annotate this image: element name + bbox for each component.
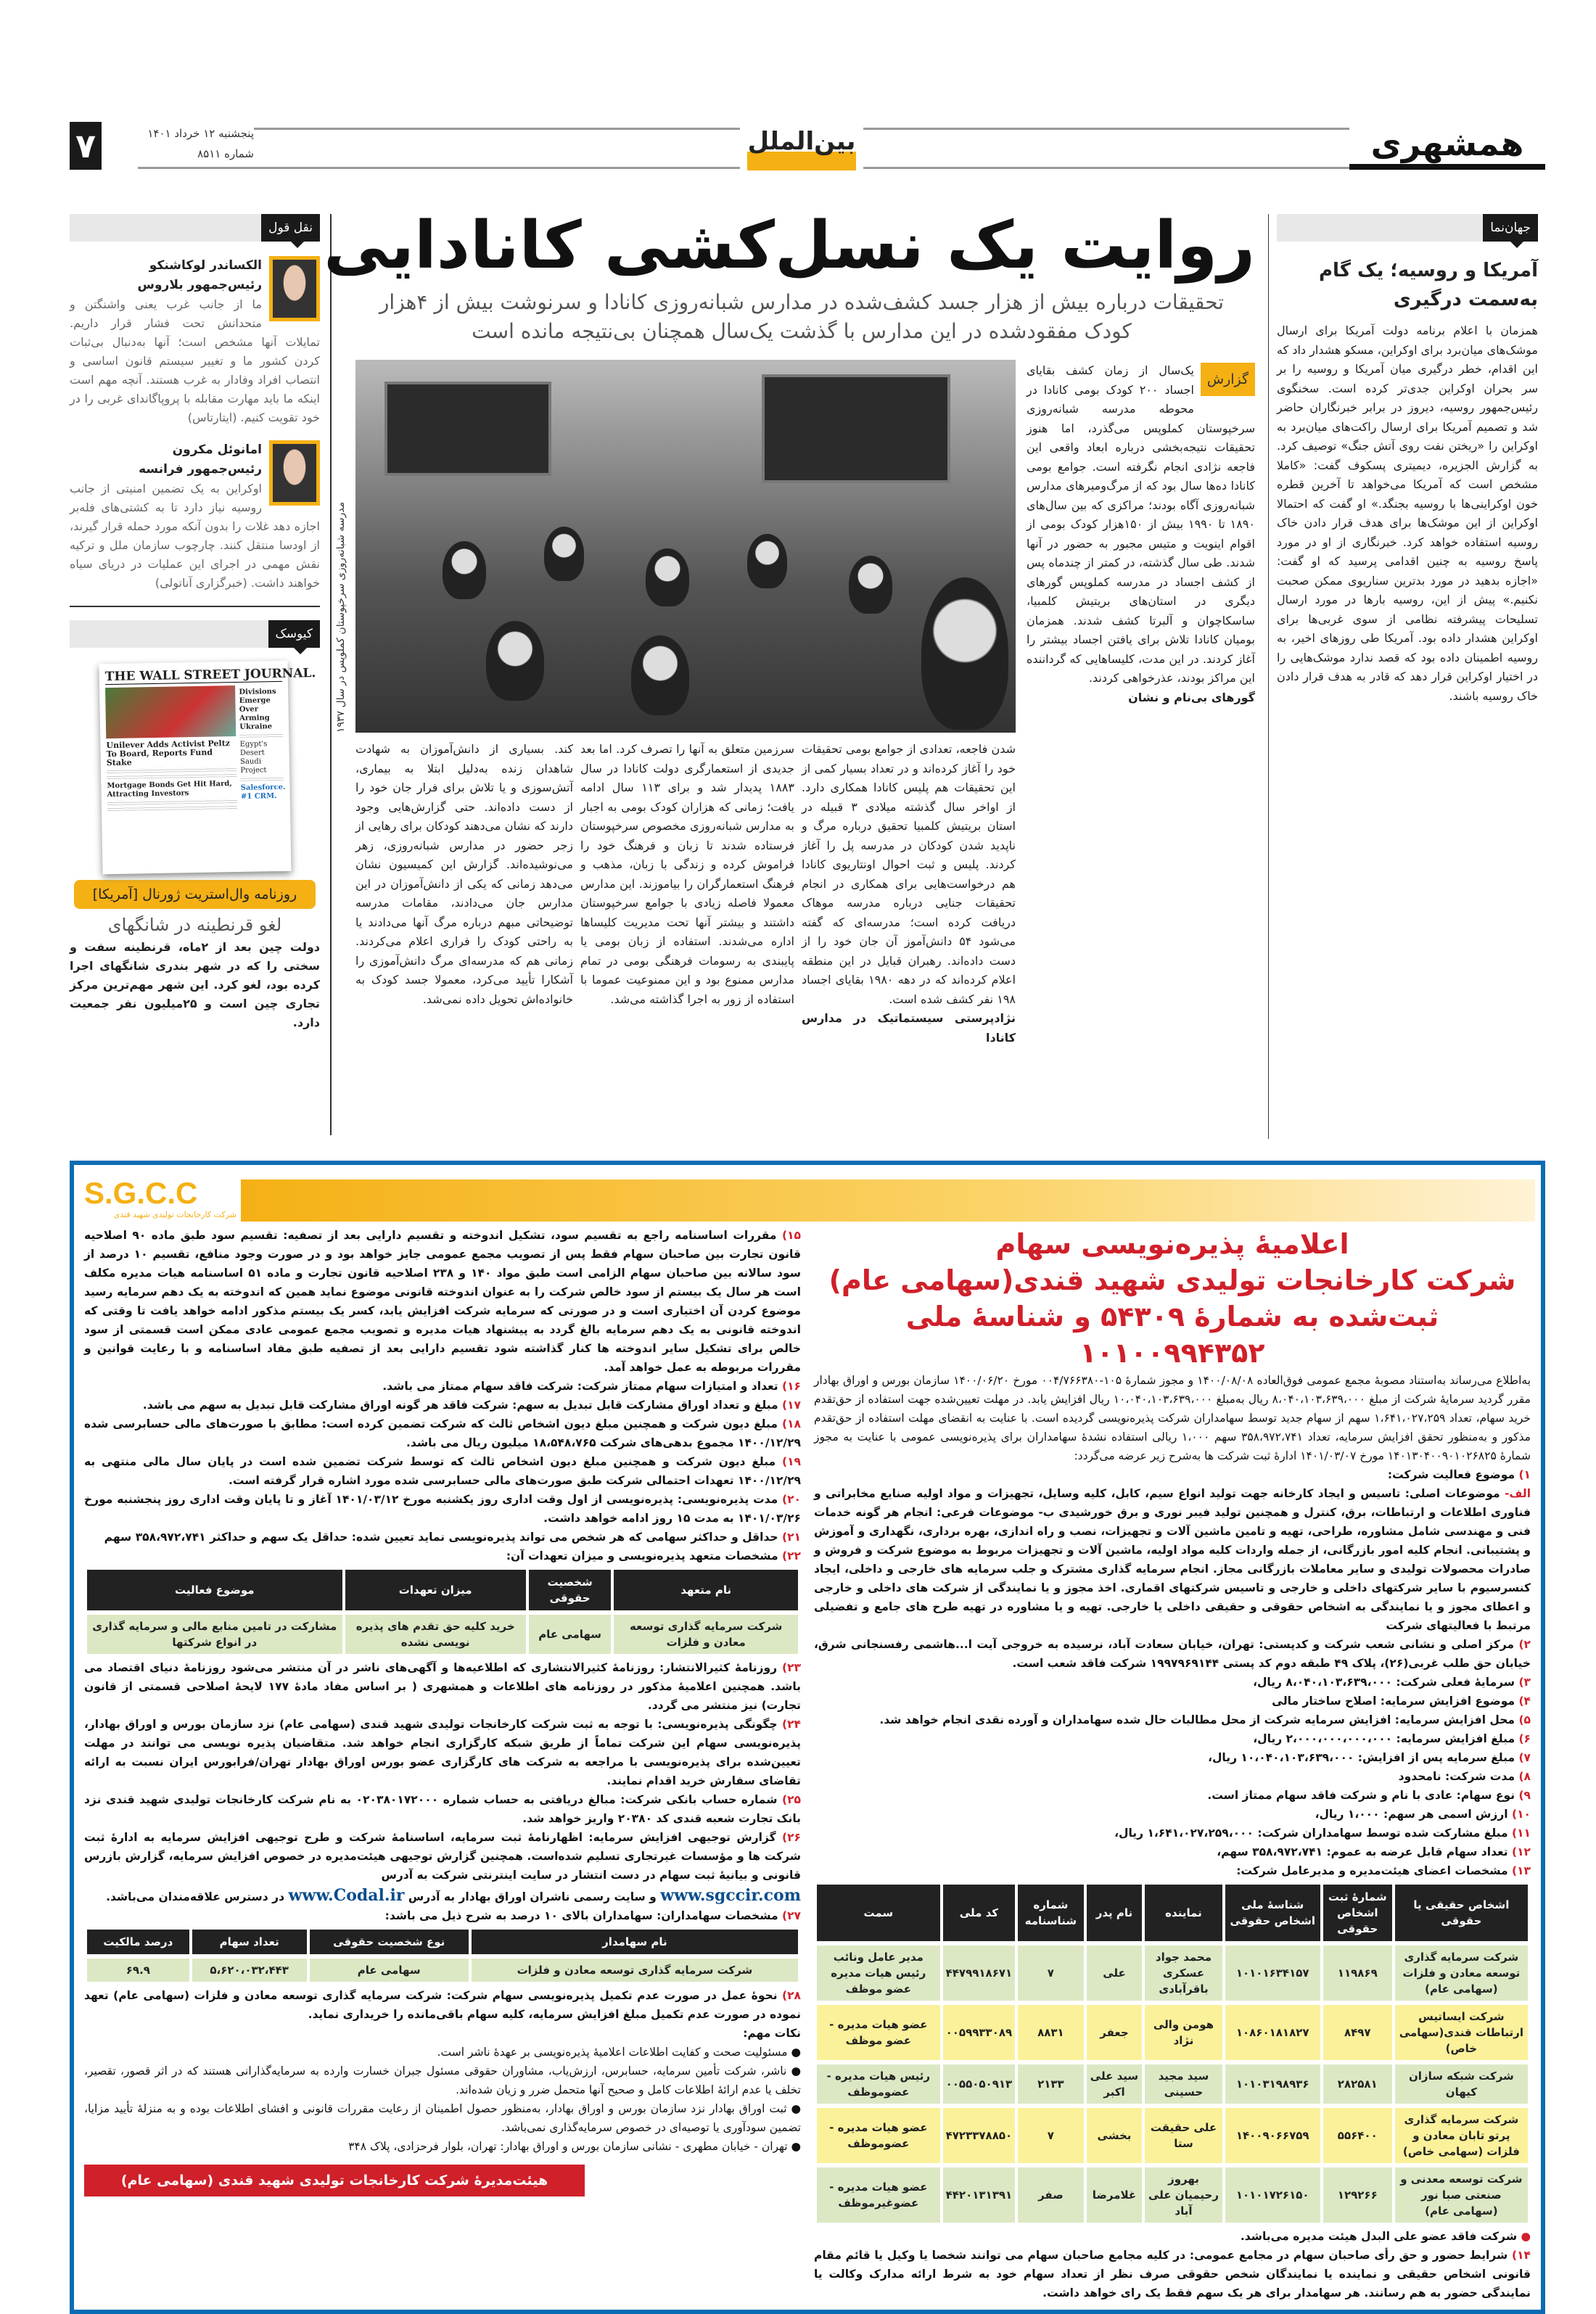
table-cell: عضو هیات مدیره - عضو موظف	[817, 2005, 940, 2060]
quote-item: امانوئل مکرون رئیس‌جمهور فرانسه اوکراین به یک تضمین امنیتی از جانب روسیه نیاز دارد تا به کشتی‌های فله‌بر اجازه دهد غلات را بدون آنکه مورد حمله قرار گیرند، از اودسا منتقل کنند. چارچوب سازمان ملل و ترکیه نقش مهمی در اجرای این عملیات در دریای سیاه خواهند داشت. (خبرگزاری آناتولی)	[70, 440, 320, 593]
ad-registration: ثبت‌شده به شمارهٔ ۵۴۳۰۹ و شناسهٔ ملی ۱۰۱۰۰۹۹۴۳۵۲	[905, 1301, 1439, 1369]
article-column-4: کند. بسیاری از دانش‌آموزان به شهادت شاهدان زنده به‌دلیل ابتلا به بیماری، آتش‌سوزی و یا تلاش برای فرار جان خود را از دست داده‌اند. حتی گزارش‌هایی وجود دارند که نشان می‌دهند کودکان برای رهایی از زجر حضور در مدارس شبانه‌روزی، زهر می‌نوشیده‌اند. گزارش این کمیسیون نشان می‌دهد زمانی که یکی از دانش‌آموزان در این مدارس جان می‌دادند، مقامات مدرسه توضیحاتی مبهم درباره مرگ آنها می‌دادند یا به راحتی کودک را فراری اعلام می‌کردند. زمانی هم که مدرسه‌ای مرگ دانش‌آموزی را آشکارا تأیید می‌کرد، معمولا جسد کودک به خانواده‌اش تحویل داده نمی‌شد.	[355, 742, 573, 1006]
table-row	[817, 2167, 1528, 2223]
table-row	[817, 2005, 1528, 2060]
ad-item: ۱۷) مبلغ و تعداد اوراق مشارکت قابل تبدیل به سهم: شرکت فاقد هر گونه اوراق مشارکت قابل تبدیل به سهم می باشد.	[142, 1399, 801, 1412]
codal-url-link[interactable]: www.Codal.ir	[288, 1886, 405, 1905]
table-cell: ۱۰۱۰۱۶۳۴۱۵۷	[1225, 1946, 1320, 2001]
notes-title: نکات مهم:	[743, 2027, 801, 2040]
table-cell: بخشی	[1087, 2108, 1143, 2163]
ad-item: ۵) محل افزایش سرمایه: افزایش سرمایه شرکت از محل مطالبات حال شده سهامداران و آورده نقدی انجام خواهد شد.	[879, 1713, 1531, 1726]
table-cell: غلامرضا	[1087, 2167, 1143, 2223]
section-label: بین‌الملل	[740, 120, 863, 170]
ad-item: ۲۱) حداقل و حداکثر سهامی که هر شخص می تواند پذیره‌نویسی نماید تعیین شده: حداقل یک سهم و حداکثر ۳۵۸،۹۷۲،۷۴۱ سهم	[104, 1531, 801, 1544]
ad-item: ۲۰) مدت پذیره‌نویسی: پذیره‌نویسی از اول وقت اداری روز یکشنبه مورخ ۱۴۰۱/۰۳/۱۲ آغاز و تا پایان وقت اداری روز پنجشنبه مورخ ۱۴۰۱/۰۳/۲۶ به مدت ۱۵ روز ادامه خواهد داشت.	[84, 1493, 801, 1525]
table-header-cell: شمارهٔ ثبت اشخاص حقوقی	[1323, 1885, 1392, 1941]
table-cell: ۵،۶۲۰،۰۳۲،۴۴۳	[192, 1959, 307, 1982]
table-cell: شرکت سرمایه گذاری توسعه معادن و فلزات	[614, 1615, 798, 1654]
table-header-cell: نام سهامدار	[472, 1930, 798, 1954]
table-cell: شرکت سرمایه گذاری توسعه معادن و فلزات	[472, 1959, 798, 1982]
table-header-cell: نام پدر	[1087, 1885, 1143, 1941]
ad-item: ۲۵) شماره حساب بانکی شرکت: مبالغ دریافتی به حساب شماره ۰۲۰۳۸۰۱۷۲۰۰۰ به نام شرکت کارخانجات تولیدی شهید قندی نزد بانک تجارت شعبه قندی کد ۲۰۳۸۰ واریز خواهد شد.	[84, 1793, 801, 1825]
issue-info	[109, 123, 254, 164]
table-cell: مدیر عامل ونائب رئیس هیات مدیره عضو موظف	[817, 1946, 940, 2001]
ad-items-left	[84, 1226, 801, 1565]
ad-item: ۸) مدت شرکت: نامحدود	[1398, 1770, 1531, 1783]
table-cell: ۴۷۲۳۳۷۸۸۵۰	[943, 2108, 1016, 2163]
ad-item: ۲۳) روزنامهٔ کثیرالانتشار: روزنامهٔ کثیرالانتشاری که اطلاعیه‌ها و آگهی‌های ناشر در آن منتشر می‌شود روزنامهٔ دنیای اقتصاد می باشد. همچنین اعلامیهٔ مذکور در روزنامه های اطلاعات و همشهری ( بر اساس مفاد مادهٔ ۱۷۷ لایحهٔ اصلاحی قسمتی از قانون تجارت) نیز منتشر می گردد.	[84, 1661, 801, 1712]
ad-signature-bar: هیئت‌مدیرهٔ شرکت کارخانجات تولیدی شهید قندی (سهامی عام)	[84, 2165, 585, 2196]
table-cell: ۱۰۱۰۱۷۲۶۱۵۰	[1225, 2167, 1320, 2223]
table-cell: ۸۴۹۷	[1323, 2005, 1392, 2060]
table-cell: شرکت سرمایه گذاری توسعه معادن و فلزات (سهامی عام)	[1395, 1946, 1528, 2001]
divider	[70, 606, 320, 607]
ad-item: ۱۰) ارزش اسمی هر سهم: ۱،۰۰۰ ریال،	[1315, 1808, 1531, 1821]
table-header-cell: تعداد سهام	[192, 1930, 307, 1954]
table-cell: ۷	[1018, 2108, 1083, 2163]
table-cell: ۴۴۲۰۱۳۱۳۹۱	[943, 2167, 1016, 2223]
underwriter-table	[84, 1565, 801, 1658]
table-cell: شرکت ایساتیس ارتباطات قندی(سهامی خاص)	[1395, 2005, 1528, 2060]
table-cell: جعفر	[1087, 2005, 1143, 2060]
portrait-lukashenko	[269, 256, 320, 321]
ad-item: ۱۸) مبلغ دیون شرکت و همچنین مبلغ دیون اشخاص ثالث که شرکت تضمین کرده است: مطابق با صورت‌های مالی حسابرسی شده ۱۴۰۰/۱۲/۲۹ مجموع بدهی‌های شرکت ۱۸،۵۴۸،۷۶۵ میلیون ریال می باشد.	[84, 1417, 801, 1449]
table-cell: شرکت توسعه معدنی و صنعتی صبا نور (سهامی عام)	[1395, 2167, 1528, 2223]
ad-items-right	[814, 1465, 1531, 1880]
ad-company: شرکت کارخانجات تولیدی شهید قندی(سهامی عام)	[828, 1264, 1516, 1296]
table-header-cell: نام متعهد	[614, 1570, 798, 1610]
photo-caption: مدرسه شبانه‌روزی سرخپوستان کملوپس در سال ۱۹۳۷	[335, 501, 347, 733]
table-cell: علی	[1087, 1946, 1143, 2001]
table-header-cell: اشخاص حقیقی یا حقوقی	[1395, 1885, 1528, 1941]
ad-item: ۶) مبلغ افزایش سرمایه: ۲،۰۰۰،۰۰۰،۰۰۰،۰۰۰ ریال،	[1253, 1732, 1531, 1745]
board-table	[814, 1880, 1531, 2227]
ad-item-28: ۲۸) نحوهٔ عمل در صورت عدم تکمیل پذیره‌نویسی سهام شرکت: شرکت سرمایه گذاری توسعه معادن و فلزات (سهامی عام) تعهد نموده در صورت عدم تکمیل مبلغ افزایش سرمایه، کلیه سهام باقی‌مانده را خریداری نماید.	[84, 1989, 801, 2021]
table-cell: محمد جواد عسکری باقرآبادی	[1145, 1946, 1222, 2001]
main-headline: روایت یک نسل‌کشی کانادایی	[324, 207, 1255, 284]
table-row	[817, 1946, 1528, 2001]
wsj-photo	[105, 685, 236, 738]
table-cell: هومن والی نژاد	[1145, 2005, 1222, 2060]
kiosk-header: کیوسک	[70, 620, 320, 648]
ad-item: ۱۱) مبلغ مشارکت شده توسط سهامداران شرکت: ۱،۶۴۱،۰۲۷،۲۵۹،۰۰۰ ریال،	[1114, 1827, 1531, 1840]
sgcc-url-link[interactable]: www.sgccir.com	[660, 1886, 801, 1905]
table-row	[817, 2064, 1528, 2104]
table-header-cell: نماینده	[1145, 1885, 1222, 1941]
ad-items-left-2	[84, 1658, 801, 1885]
ad-item: ۳) سرمایهٔ فعلی شرکت: ۸،۰۴۰،۱۰۳،۶۳۹،۰۰۰ ریال،	[1253, 1676, 1531, 1689]
table-cell: ۱۴۰۰۹۰۶۶۷۵۹	[1225, 2108, 1320, 2163]
issue-date: پنجشنبه ۱۲ خرداد ۱۴۰۱	[147, 127, 254, 140]
ad-item: ۲) مرکز اصلی و نشانی شعب شرکت و کدپستی: تهران، خیابان سعادت آباد، نرسیده به خروجی آیت ا...هاشمی رفسنجانی شرق، خیابان حق طلب غربی(۲۶)، پلاک ۴۹ طبقه دوم کد پستی ۱۹۹۷۹۶۹۱۴۴ شرکت فاقد شعب است.	[814, 1638, 1531, 1670]
table-cell: شرکت سرمایه گذاری پرتو تابان معادن و فلزات (سهامی خاص)	[1395, 2108, 1528, 2163]
table-header-cell: درصد مالکیت	[87, 1930, 189, 1954]
headline-block	[324, 207, 1255, 346]
table-cell: سهامی عام	[529, 1615, 612, 1654]
table-cell: رئیس هیات مدیره - عضوموظف	[817, 2064, 940, 2104]
world-body: همزمان با اعلام برنامه دولت آمریکا برای ارسال موشک‌های میان‌برد برای اوکراین، مسکو هشدار داد که این اقدام، خطر درگیری میان آمریکا و روسیه را بر سر بحران اوکراین جدی‌تر کرده است. سخنگوی رئیس‌جمهور روسیه، دیروز در برابر خبرنگاران حاضر شد و تصمیم آمریکا برای ارسال راکت‌های میان‌برد به اوکراین را «ریختن نفت روی آتش جنگ» توصیف کرد. به گزارش الجزیره، دیمیتری پسکوف گفت: «کاملا مشخص است که آمریکا می‌خواهد تا آخرین قطره خون اوکراینی‌ها با روسیه بجنگد.» او گفت که احتمالا اوکراین از این موشک‌ها برای هدف قرار دادن خاک روسیه استفاده خواهد کرد. خبرنگاری از او در مورد پاسخ روسیه به چنین اقدامی پرسید که او گفت: «اجازه بدهید در مورد بدترین سناریوی ممکن صحبت نکنیم.» پیش از این، روسیه بارها در مورد ارسال تسلیحات پیشرفته نظامی از سوی غربی‌ها برای اوکراین هشدار داده بود. آمریکا طی روزهای اخیر، به روسیه اطمینان داده بود که قصد ندارد موشک‌هایی را در اختیار اوکراین قرار دهد که قادر به هدف قرار دادن خاک روسیه باشند.	[1277, 324, 1538, 703]
main-deck: تحقیقات درباره بیش از هزار جسد کشف‌شده در مدارس شبانه‌روزی کانادا و سرنوشت بیش از ۴هزار کودک مفقودشده در این مدارس با گذشت یک‌سال همچنان بی‌نتیجه مانده است	[379, 290, 1225, 343]
table-cell: ۱۰۸۶۰۱۸۱۸۲۷	[1225, 2005, 1320, 2060]
left-column	[70, 214, 320, 1032]
table-cell: خرید کلیه حق تقدم های پذیره نویسی نشده	[345, 1615, 526, 1654]
table-cell: سید علی اکبر	[1087, 2064, 1143, 2104]
ad-item: ۱۹) مبلغ دیون شرکت و همچنین مبلغ دیون اشخاص ثالث که توسط شرکت تضمین شده است در پایان سال مالی منتهی به ۱۴۰۰/۱۲/۲۹ تعهدات احتمالی شرکت طبق صورت‌های مالی حسابرسی شده مورد اشاره قرار گرفته است.	[84, 1455, 801, 1487]
table-header-cell: شناسهٔ ملی اشخاص حقوقی	[1225, 1885, 1320, 1941]
wsj-front-page-image: THE WALL STREET JOURNAL. Unilever Adds Activist Peltz To Board, Reports Fund Stake Mortgage Bonds Get Hit Hard, Attracting Investors Divisions Emerge Over Arming Ukraine Egypt's Desert Saudi Project Salesforce. #1 CRM.	[99, 661, 291, 874]
ad-header-band	[241, 1179, 1535, 1222]
table-row	[817, 2108, 1528, 2163]
note-item: ● ثبت اوراق بهادار نزد سازمان بورس و اوراق بهادار، به‌منظور حصول اطمینان از رعایت مقررات قانونی و افشای اطلاعات بوده و به منزلهٔ تأیید مزایا، تضمین سودآوری یا توصیه‌ای در خصوص سرمایه‌گذاری نمی‌باشد.	[84, 2102, 801, 2134]
sgcc-logo: S.G.C.C شرکت کارخانجات تولیدی شهید قندی	[84, 1176, 236, 1219]
ad-item: ۷) مبلغ سرمایه پس از افزایش: ۱۰،۰۴۰،۱۰۳،۶۳۹،۰۰۰ ریال،	[1208, 1751, 1531, 1764]
table-cell: ۰۰۵۹۹۳۳۰۸۹	[943, 2005, 1016, 2060]
table-cell: عضو هیات مدیره - عضوموظف	[817, 2108, 940, 2163]
table-header-cell: سمت	[817, 1885, 940, 1941]
table-cell: ۷	[1018, 1946, 1083, 2001]
table-cell: شرکت شبکه سازان کیهان	[1395, 2064, 1528, 2104]
ad-item: ۲۴) چگونگی پذیره‌نویسی: با توجه به ثبت شرکت کارخانجات تولیدی شهید قندی (سهامی عام) نزد سازمان بورس و اوراق بهادار، پذیره‌نویسی سهام این شرکت تماماً از طریق شبکه کارگزاری انجام خواهد شد. متقاضیان پذیره نویسی می توانند در مهلت تعیین‌شده برای پذیره‌نویسی با مراجعه به شرکت های کارگزاری عضو بورس اوراق بهادار تهران/فرابورس ایران نسبت به ارائه تقاضای سفارش خرید اقدام نمایند.	[84, 1718, 802, 1787]
table-header-cell: نوع شخصیت حقوقی	[310, 1930, 469, 1954]
newspaper-logo: همشهری	[1349, 123, 1545, 170]
ad-item: ۱۶) تعداد و امتیازات سهام ممتاز شرکت: شرکت فاقد سهام ممتاز می باشد.	[382, 1380, 801, 1393]
ad-item-14: ۱۴) شرایط حضور و حق رأی صاحبان سهام در مجامع عمومی: در کلیه مجامع صاحبان سهام می توانند شخصا یا وکیل یا قائم مقام قانونی اشخاص حقیقی و نماینده یا نمایندگان شخص حقوقی صرف نظر از تعداد سهام خود به شرط ارائه مدارک وکالت یا نمایندگی حضور به هم رسانند. هر سهامدار برای هر یک سهم فقط یک رای خواهد داشت.	[814, 2249, 1531, 2299]
share-offering-ad	[70, 1161, 1545, 2314]
ad-notes	[84, 2043, 801, 2156]
ad-item: ۱۲) تعداد سهام قابل عرضه به عموم: ۳۵۸،۹۷۲،۷۴۱ سهم،	[1217, 1845, 1531, 1858]
table-cell: علی حقیقت ستا	[1145, 2108, 1222, 2163]
table-cell: ۰۰۵۵۰۵۰۹۱۳	[943, 2064, 1016, 2104]
ad-item: الف- موضوعات اصلی: تاسیس و ایجاد کارخانه جهت تولید انواع سیم، کابل، کلیه وسایل، تجهیزات و مواد اولیه صنایع مخابراتی و فناوری اطلاعات و ارتباطات، برق، کنترل و همچنین تولید فیبر نوری و برق خورشیدی ب- موضوعات فرعی: انجام هر گونه خدمات فنی و مهندسی شامل مشاوره، طراحی، تهیه و تامین ماشین آلات و تجهیزات، نصب و راه اندازی، بهره برداری، نگهداری و آموزش و پشتیبانی. انجام کلیه امور بازرگانی، از جمله واردات کلیه مواد اولیه، ماشین آلات و تجهیزات مربوط به موضوع شرکت و فروش و صادرات محصولات تولیدی و سایر معاملات بازرگانی مجاز. انجام سرمایه گذاری مشترک و جلب سرمایه های خارجی و داخلی، ایجاد کنسرسیوم با سایر شرکتهای داخلی و خارجی و تاسیس شرکتهای اقماری. اخذ مجوز و یا نمایندگی از شرکت های داخلی و خارجی و اعطای مجوز و یا نمایندگی به اشخاص حقوقی و حقیقی داخلی یا خارجی. تهیه و یا مشاوره در تهیه طرح های جامع و تفضیلی مرتبط با فعالیتهای شرکت	[814, 1487, 1531, 1632]
quotes-header: نقل قول	[70, 214, 320, 242]
ad-intro: به‌اطلاع می‌رساند به‌استناد مصوبهٔ مجمع عمومی فوق‌العاده ۱۴۰۰/۰۸/۰۸ و مجوز شمارهٔ ۱۰۵-۰۰۴/۷۶۶۳۸۰ مورخ ۱۴۰۰/۰۶/۲۰ سازمان بورس و اوراق بهادار مقرر گردید سرمایهٔ شرکت از مبلغ ۸،۰۴۰،۱۰۳،۶۳۹،۰۰۰ ریال به‌مبلغ ۱۰،۰۴۰،۱۰۳،۶۳۹،۰۰۰ ریال افزایش یابد. در مهلت تعیین‌شده جهت استفاده از حق‌تقدم خرید سهام، تعداد ۱،۶۴۱،۰۲۷،۲۵۹ سهم از سهام جدید توسط سهامداران شرکت پذیره‌نویسی گردیده است. با عنایت به انقضای مهلت استفاده از حق‌تقدم مذکور و به‌منظور تحقق افزایش سرمایه، تعداد ۳۵۸،۹۷۲،۷۴۱ سهم ۱،۰۰۰ ریالی استفاده نشدهٔ سهامداران برای پذیره‌نویسی عمومی با عنایت به مجوز شمارهٔ ۱۴۰۱۳۰۴۰۰۹۰۱۰۲۶۸۲۵ مورخ ۱۴۰۱/۰۳/۰۷ ادارهٔ ثبت شرکت ها به‌شرح زیر عرضه می‌گردد:	[814, 1374, 1531, 1462]
table-cell: صفر	[1018, 2167, 1083, 2223]
world-title: آمریکا و روسیه؛ یک گام به‌سمت درگیری	[1319, 260, 1538, 310]
table-cell: ۵۵۶۴۰۰	[1323, 2108, 1392, 2163]
page-number: ۷	[70, 122, 102, 170]
article-column-1: یک‌سال از زمان کشف بقایای اجساد ۲۰۰ کودک بومی کانادا در محوطه مدرسه شبانه‌روزی سرخپوستان کملوپس می‌گذرد، اما هنوز تحقیقات نتیجه‌بخشی درباره ابعاد واقعی این فاجعه نژادی انجام نگرفته است. جوامع بومی کانادا ده‌ها سال بود که از مرگ‌ومیرهای مدارس شبانه‌روزی آگاه بودند؛ مراکزی که بین سال‌های ۱۸۹۰ تا ۱۹۹۰ بیش از ۱۵۰هزار کودک بومی از اقوام اینویت و متیس مجبور به حضور در آنها شدند. طی سال گذشته، در کمتر از چندماه پس از کشف اجساد در مدرسه کملوپس گورهای دیگری در استان‌های بریتیش کلمبیا، ساسکاچوان و آلبرتا کشف شدند. همزمان بومیان کانادا تلاش برای یافتن اجساد بیشتر را آغاز کردند. در این مدت، کلیساهایی که گرداننده این مراکز بودند، عذرخواهی کردند. گورهای بی‌نام و نشان	[1027, 363, 1256, 704]
table-cell: ۱۲۹۲۶۶	[1323, 2167, 1392, 2223]
kiosk-caption: روزنامه وال‌استریت ژورنال [آمریکا]	[74, 880, 316, 909]
table-cell: ۱۱۹۸۶۹	[1323, 1946, 1392, 2001]
note-item: ● ناشر، شرکت تأمین سرمایه، حسابرس، ارزش‌یاب، مشاوران حقوقی مسئول جبران خسارت وارده به سرمایه‌گذارانی هستند که در اثر قصور، تقصیر، تخلف یا عدم ارائهٔ اطلاعات کامل و صحیح آنها متحمل ضرر و زیان شده‌اند.	[84, 2064, 801, 2096]
note-item: ● مسئولیت صحت و کفایت اطلاعات اعلامیهٔ پذیره‌نویسی بر عهدهٔ ناشر است.	[437, 2046, 801, 2059]
world-header: جهان‌نما	[1277, 214, 1538, 242]
shareholders-table	[84, 1925, 801, 1986]
article-column-2: شدن فاجعه، تعدادی از جوامع بومی تحقیقات خود را آغاز کرده‌اند و در تعداد بسیار کمی از این تحقیقات هم پلیس کانادا همکاری دارد. از اواخر سال گذشته میلادی ۳ قبیله در استان بریتیش کلمبیا تحقیق درباره مرگ و ناپدید شدن کودکان در مدرسه پل را آغاز کردند. پلیس و ثبت احوال اونتاریوی کانادا هم درخواست‌هایی برای همکاری در انجام تحقیقات جنایی درباره مدرسه موهاک دریافت کرده است؛ مدرسه‌ای که گفته می‌شود ۵۴ دانش‌آموز آن جان خود را از دست داده‌اند. رهبران قبایل در این منطقه اعلام کرده‌اند که در دهه ۱۹۸۰ بقایای اجساد ۱۹۸ نفر کشف شده است. نژادپرستی سیستماتیک در مدارس کانادا	[802, 742, 1016, 1045]
world-column	[1277, 214, 1538, 706]
table-cell: مشارکت در تامین منابع مالی و سرمایه گذاری در انواع شرکتها	[87, 1615, 342, 1654]
ad-left-half	[84, 1226, 801, 2302]
table-cell: بهروز رحیمیان علی آباد	[1145, 2167, 1222, 2223]
table-cell: ۱۰۱۰۳۱۹۸۹۳۶	[1225, 2064, 1320, 2104]
ad-item: ۲۶) گزارش توجیهی افزایش سرمایه: اظهارنامهٔ ثبت سرمایه، اساسنامهٔ شرکت و طرح توجیهی افزایش سرمایه به ادارهٔ ثبت شرکت ها و مؤسسات غیرتجاری تسلیم شده‌است. همچنین گزارش توجیهی هیئت‌مدیره در خصوص افزایش سرمایه، گزارش بازرس قانونی و بیانیهٔ ثبت سهام در دست انتشار در سایت اینترنتی شرکت به آدرس	[84, 1831, 801, 1882]
ad-item: ۲۲) مشخصات متعهد پذیره‌نویسی و میزان تعهدات آن:	[506, 1549, 801, 1562]
kiosk-text: دولت چین بعد از ۲ماه، قرنطینه سفت و سختی را که در شهر بندری شانگهای اجرا کرده بود، لغو کرد. این شهر مهم‌ترین مرکز تجاری چین است و ۲۵میلیون نفر جمعیت دارد.	[70, 940, 320, 1029]
portrait-macron	[269, 440, 320, 506]
kiosk-title: لغو قرنطینه در شانگهای	[107, 915, 282, 935]
ad-item: ۱۳) مشخصات اعضای هیئت‌مدیره و مدیرعامل شرکت:	[1236, 1864, 1531, 1877]
column-divider	[330, 214, 332, 1135]
table-cell: عضو هیات مدیره - عضوغیرموظف	[817, 2167, 940, 2223]
ad-item: ۱) موضوع فعالیت شرکت:	[1387, 1468, 1531, 1481]
table-cell: سید مجید حسینی	[1145, 2064, 1222, 2104]
table-header-cell: شخصیت حقوقی	[529, 1570, 612, 1610]
ad-item: ۴) موضوع افزایش سرمایه: اصلاح ساختار مالی	[1272, 1695, 1531, 1708]
table-cell: سهامی عام	[310, 1959, 469, 1982]
table-cell: ۸۸۳۱	[1018, 2005, 1083, 2060]
note-item: ● تهران - خیابان مطهری - نشانی سازمان بورس و اوراق بهادار: تهران، بلوار فرحزادی، پلاک ۳۴۸	[348, 2140, 801, 2153]
table-header-cell: کد ملی	[943, 1885, 1016, 1941]
column-divider	[1268, 214, 1269, 1139]
residential-school-photo	[355, 360, 1016, 733]
ad-title: اعلامیهٔ پذیره‌نویسی سهام	[995, 1228, 1349, 1260]
ad-item: ۱۵) مقررات اساسنامه راجع به تقسیم سود، تشکیل اندوخته و تقسیم دارایی بعد از تصفیه: تقسیم سود طبق ماده ۹۰ اصلاحیه قانون تجارت بین صاحبان سهام فقط پس از تصویب مجمع عمومی جایز خواهد بود و در صورت وجود منافع، تقسیم ۱۰ درصد از سود سالانه بین صاحبان سهام الزامی است طبق مواد ۱۴۰ و ۲۳۸ اصلاحیه قانون تجارت و ماده ۵۱ اساسنامه هیات مدیره مکلف است هر سال یک بیستم از سود خالص شرکت را به عنوان اندوخته قانونی موضوع نماید همین که اندوخته به یک دهم سرمایه رسید موضوع کردن آن اختیاری است و در صورتی که سرمایه شرکت افزایش یابد، کسر یک بیستم مذکور ادامه خواهد یافت تا وقتی که اندوخته قانونی به یک دهم سرمایه بالغ گردد به پیشنهاد هیات مدیره و تصویب مجمع عمومی عادی ممکن است قسمتی از سود خالص برای تشکیل سایر اندوخته ها کنار گذاشته شود تقسیم دارایی بعد از تصفیه طبق مفاد اساسنامه و با رعایت قوانین و مقررات مربوطه به عمل خواهد آمد.	[84, 1229, 801, 1374]
issue-number: شماره ۸۵۱۱	[197, 147, 254, 160]
ad-right-half	[814, 1226, 1531, 2302]
quote-item: الکساندر لوکاشنکو رئیس‌جمهور بلاروس ما از جانب غرب یعنی واشنگتن و متحدانش تحت فشار قرار داریم. تمایلات آنها مشخص است؛ آنها به‌دنبال بی‌ثبات کردن کشور ما و تغییر سیستم قانون اساسی و انتصاب افراد وفادار به غرب هستند. آنچه مهم است اینکه ما باید مهارت مقابله با پروپاگاندای غربی را در خود تقویت کنیم. (ایتارتاس)	[70, 256, 320, 427]
kicker-label: گزارش	[1201, 363, 1255, 396]
table-header-cell: موضوع فعالیت	[87, 1570, 342, 1610]
ad-item: ۹) نوع سهام: عادی با نام و شرکت فاقد سهام ممتاز است.	[1207, 1789, 1531, 1802]
article-column-3: سرزمین متعلق به آنها را تصرف کرد. اما بعد جدیدی از استعمارگری دولت کانادا در سال ۱۸۸۳ پدیدار شد و برای ۱۱۳ سال ادامه یافت؛ زمانی که هزاران کودک بومی به اجبار به مدارس شبانه‌روزی مخصوص سرخپوستان فرستاده شدند تا زبان و فرهنگ خود را فراموش کرده و زندگی با زبان، مذهب و فرهنگ استعمارگران را بیاموزند. این مدارس معمولا فاصله زیادی با جوامع سرخپوستان داشتند و بیشتر آنها تحت مدیریت کلیساها اداره می‌شدند. استفاده از زبان بومی یا پایبندی به رسومات فرهنگی بومی در تمام مدارس ممنوع بود و این ممنوعیت عموما با استفاده از زور به اجرا گذاشته می‌شد.	[580, 742, 794, 1006]
table-cell: ۴۴۷۹۹۱۸۶۷۱	[943, 1946, 1016, 2001]
table-cell: ۶۹.۹	[87, 1959, 189, 1982]
ad-urls: www.sgccir.com و سایت رسمی ناشران اوراق بهادار به آدرس www.Codal.ir در دسترس علاقه‌مندان می‌باشد.	[106, 1886, 801, 1905]
ad-item-27: ۲۷) مشخصات سهامداران: سهامداران بالای ۱۰ درصد به شرح ذیل می باشد:	[384, 1909, 801, 1922]
no-alternate-note: ● شرکت فاقد عضو علی البدل هیئت مدیره می‌باشد.	[1240, 2230, 1531, 2243]
table-header-cell: میزان تعهدات	[345, 1570, 526, 1610]
table-cell: ۲۱۳۳	[1018, 2064, 1083, 2104]
table-cell: ۲۸۲۵۸۱	[1323, 2064, 1392, 2104]
table-header-cell: شماره شناسنامه	[1018, 1885, 1083, 1941]
